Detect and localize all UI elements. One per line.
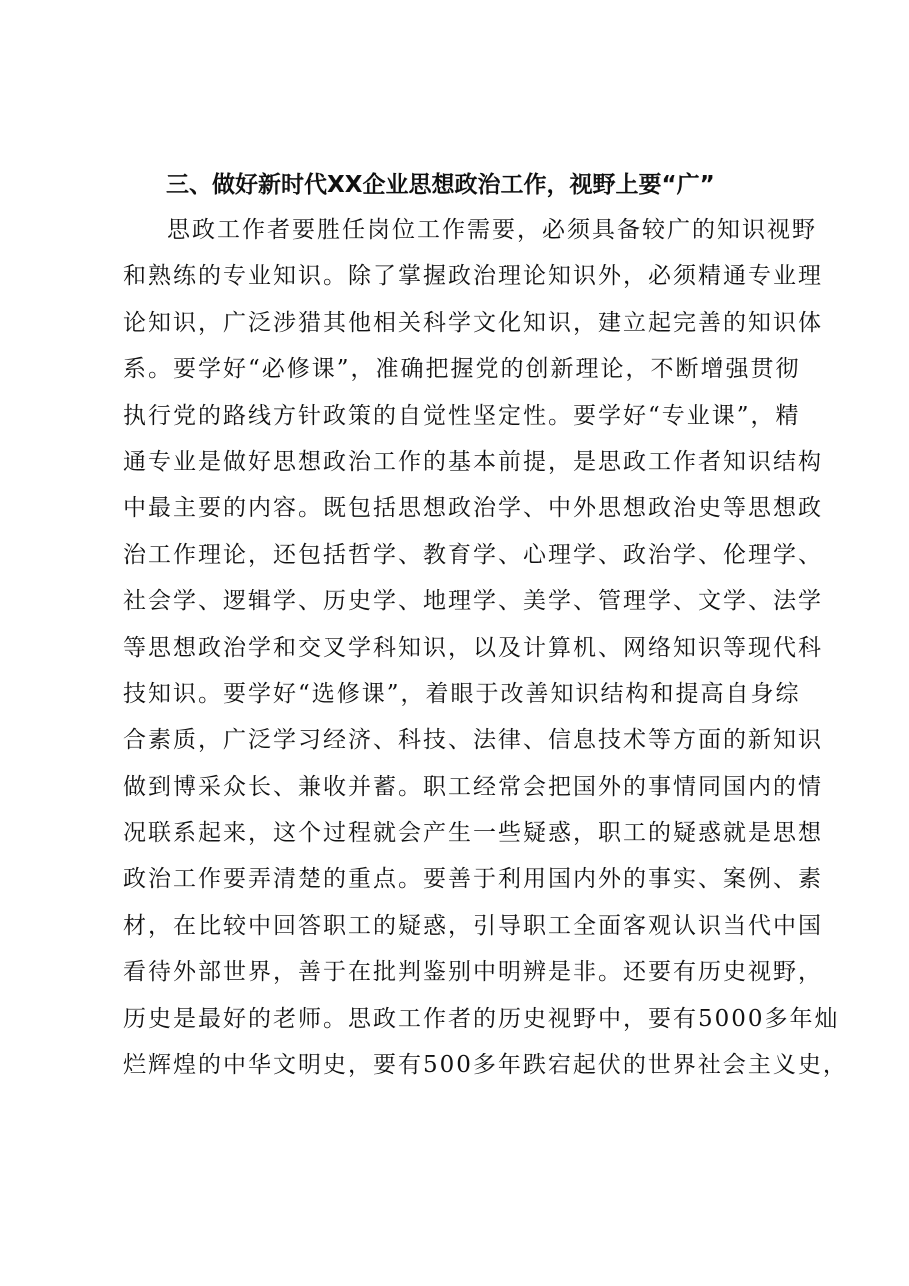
paragraph-line: 和熟练的专业知识。除了掌握政治理论知识外，必须精通专业理 [123,263,823,290]
paragraph-line: 况联系起来，这个过程就会产生一些疑惑，职工的疑惑就是思想 [123,820,823,847]
paragraph-line: 政治工作要弄清楚的重点。要善于利用国内外的事实、案例、素 [123,866,823,893]
body-paragraph [123,207,848,1088]
paragraph-line: 技知识。要学好“选修课”，着眼于改善知识结构和提高自身综 [123,680,801,707]
paragraph-line: 做到博采众长、兼收并蓄。职工经常会把国外的事情同国内的情 [123,773,823,800]
paragraph-line: 思政工作者要胜任岗位工作需要，必须具备较广的知识视野 [167,217,817,243]
paragraph-line: 烂辉煌的中华文明史，要有500多年跌宕起伏的世界社会主义史， [123,1052,848,1079]
paragraph-line: 历史是最好的老师。思政工作者的历史视野中，要有5000多年灿 [123,1005,840,1032]
paragraph-line: 材，在比较中回答职工的疑惑，引导职工全面客观认识当代中国 [123,912,823,939]
paragraph-line: 看待外部世界，善于在批判鉴别中明辨是非。还要有历史视野， [123,959,823,986]
paragraph-line: 中最主要的内容。既包括思想政治学、中外思想政治史等思想政 [123,495,823,522]
paragraph-line: 合素质，广泛学习经济、科技、法律、信息技术等方面的新知识 [123,727,823,754]
paragraph-line: 论知识，广泛涉猎其他相关科学文化知识，建立起完善的知识体 [123,309,823,336]
paragraph-line: 等思想政治学和交叉学科知识，以及计算机、网络知识等现代科 [123,634,823,661]
paragraph-line: 执行党的路线方针政策的自觉性坚定性。要学好“专业课”，精 [123,402,801,429]
paragraph-line: 通专业是做好思想政治工作的基本前提，是思政工作者知识结构 [123,448,823,475]
paragraph-line: 系。要学好“必修课”，准确把握党的创新理论，不断增强贯彻 [123,356,801,383]
paragraph-line: 社会学、逻辑学、历史学、地理学、美学、管理学、文学、法学 [123,588,823,615]
section-heading: 三、做好新时代XX企业思想政治工作，视野上要“广” [166,172,715,198]
paragraph-line: 治工作理论，还包括哲学、教育学、心理学、政治学、伦理学、 [123,541,823,568]
